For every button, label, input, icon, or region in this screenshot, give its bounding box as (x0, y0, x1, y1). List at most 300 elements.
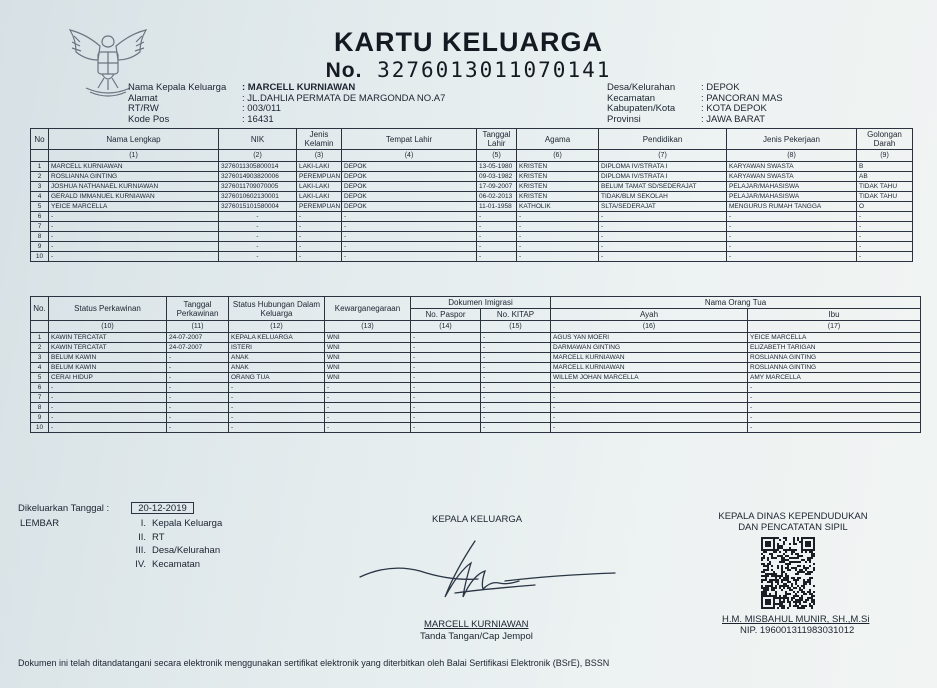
kk-number-value: 3276013011070141 (377, 58, 612, 82)
table-cell: - (229, 383, 325, 393)
table-cell: 3276011305800014 (219, 162, 297, 172)
info-row (128, 104, 445, 115)
table-cell: YEICE MARCELLA (49, 202, 219, 212)
table-cell: ROSLIANNA GINTING (748, 363, 921, 373)
table-cell: - (49, 252, 219, 262)
kk-signature-caption: Tanda Tangan/Cap Jempol (420, 631, 533, 642)
info-value: : DEPOK (701, 82, 740, 93)
table-cell: 06-02-2013 (477, 192, 517, 202)
table-cell: - (219, 242, 297, 252)
lembar-label: LEMBAR (20, 518, 60, 529)
table-row (31, 333, 921, 343)
table-cell: - (342, 232, 477, 242)
info-value: : MARCELL KURNIAWAN (242, 82, 356, 93)
table-row (31, 252, 913, 262)
table-cell: - (342, 242, 477, 252)
table-cell: - (411, 413, 481, 423)
table-cell: - (229, 393, 325, 403)
list-item (120, 517, 222, 531)
table-header-row (31, 129, 913, 150)
table-cell: - (477, 242, 517, 252)
table-cell: - (857, 252, 913, 262)
col-number: (4) (342, 150, 477, 162)
table-cell: - (481, 333, 551, 343)
table-cell: - (297, 212, 342, 222)
table-cell: - (857, 222, 913, 232)
table-cell: - (49, 423, 167, 433)
table-cell: PELAJAR/MAHASISWA (727, 182, 857, 192)
table-cell: - (481, 363, 551, 373)
table-cell: 3276015101580004 (219, 202, 297, 212)
table-cell: - (342, 252, 477, 262)
table-row (31, 232, 913, 242)
table-cell: - (49, 212, 219, 222)
table-cell: ISTERI (229, 343, 325, 353)
table-row (31, 393, 921, 403)
col-header: Agama (517, 129, 599, 150)
col-number (31, 150, 49, 162)
info-row (128, 83, 445, 94)
table-cell: 09-03-1982 (477, 172, 517, 182)
table-cell: - (411, 363, 481, 373)
table-cell: - (477, 232, 517, 242)
table-cell: - (481, 373, 551, 383)
table-cell: 6 (31, 212, 49, 222)
table-cell: SLTA/SEDERAJAT (599, 202, 727, 212)
col-number: (2) (219, 150, 297, 162)
table-cell: DARMAWAN GINTING (551, 343, 748, 353)
table-cell: DIPLOMA IV/STRATA I (599, 162, 727, 172)
table-cell: MARCELL KURNIAWAN (49, 162, 219, 172)
table-cell: DEPOK (342, 162, 477, 172)
table-row (31, 212, 913, 222)
table-cell: - (219, 252, 297, 262)
table-cell: DIPLOMA IV/STRATA I (599, 172, 727, 182)
sheet-roman: III. (135, 545, 146, 556)
table-cell: - (325, 393, 411, 403)
table-row (31, 343, 921, 353)
table-cell: - (748, 383, 921, 393)
table-cell: - (297, 232, 342, 242)
table-cell: 7 (31, 393, 49, 403)
table-cell: PELAJAR/MAHASISWA (727, 192, 857, 202)
civil-status-body (31, 333, 921, 433)
col-number: (11) (167, 321, 229, 333)
table-cell: KEPALA KELUARGA (229, 333, 325, 343)
col-header: Pendidikan (599, 129, 727, 150)
table-cell: - (748, 413, 921, 423)
table-cell: WNI (325, 373, 411, 383)
table-row (31, 202, 913, 212)
col-number: (17) (748, 321, 921, 333)
table-cell: TIDAK/BLM SEKOLAH (599, 192, 727, 202)
table-cell: - (727, 252, 857, 262)
civil-status-table (30, 296, 921, 433)
official-nip: NIP. 196001311983031012 (740, 625, 855, 636)
dinas-line: DAN PENCATATAN SIPIL (738, 522, 848, 533)
table-cell: LAKI-LAKI (297, 162, 342, 172)
table-cell: - (727, 212, 857, 222)
table-cell: - (599, 212, 727, 222)
table-row (31, 423, 921, 433)
col-number: (10) (49, 321, 167, 333)
table-cell: - (481, 423, 551, 433)
col-header: Kewarganegaraan (325, 297, 411, 321)
table-cell: 6 (31, 383, 49, 393)
family-members-body (31, 162, 913, 262)
table-cell: 10 (31, 252, 49, 262)
table-row (31, 353, 921, 363)
table-cell: - (167, 393, 229, 403)
table-cell: 8 (31, 232, 49, 242)
info-label: Nama Kepala Keluarga (128, 82, 227, 93)
table-cell: AMY MARCELLA (748, 373, 921, 383)
table-cell: - (517, 222, 599, 232)
table-cell: ELIZABETH TARIGAN (748, 343, 921, 353)
table-cell: - (481, 393, 551, 403)
list-item (120, 544, 222, 558)
table-cell: - (297, 252, 342, 262)
document-title: KARTU KELUARGA (334, 27, 603, 57)
table-row (31, 192, 913, 202)
col-header: No. Paspor (411, 309, 481, 321)
table-cell: - (342, 222, 477, 232)
table-cell: - (49, 403, 167, 413)
col-number: (8) (727, 150, 857, 162)
col-number: (9) (857, 150, 913, 162)
dinas-line: KEPALA DINAS KEPENDUDUKAN (718, 511, 868, 522)
table-cell: O (857, 202, 913, 212)
household-info-left (128, 83, 445, 125)
table-cell: BELUM TAMAT SD/SEDERAJAT (599, 182, 727, 192)
table-cell: 5 (31, 202, 49, 212)
kk-signature-heading: KEPALA KELUARGA (432, 514, 523, 525)
info-value: : PANCORAN MAS (701, 92, 783, 104)
table-cell: LAKI-LAKI (297, 192, 342, 202)
col-header: Ayah (551, 309, 748, 321)
table-cell: 4 (31, 192, 49, 202)
table-cell: 3 (31, 182, 49, 192)
table-cell: KRISTEN (517, 192, 599, 202)
table-cell: 17-09-2007 (477, 182, 517, 192)
table-cell: - (342, 212, 477, 222)
table-cell: - (481, 353, 551, 363)
info-label: Desa/Kelurahan (607, 82, 676, 93)
col-number: (12) (229, 321, 325, 333)
table-cell: - (49, 222, 219, 232)
table-cell: DEPOK (342, 202, 477, 212)
table-cell: - (551, 383, 748, 393)
table-cell: - (599, 252, 727, 262)
table-cell: KATHOLIK (517, 202, 599, 212)
info-row (607, 104, 783, 115)
dinas-heading (705, 511, 881, 533)
table-cell: - (49, 383, 167, 393)
table-cell: 2 (31, 172, 49, 182)
table-cell: ANAK (229, 363, 325, 373)
table-row (31, 172, 913, 182)
table-cell: KARYAWAN SWASTA (727, 172, 857, 182)
table-cell: - (477, 212, 517, 222)
col-number: (15) (481, 321, 551, 333)
col-header: No (31, 129, 49, 150)
table-cell: MARCELL KURNIAWAN (551, 363, 748, 373)
table-cell: - (857, 212, 913, 222)
table-cell: PEREMPUAN (297, 202, 342, 212)
info-row (607, 115, 783, 126)
table-cell: - (551, 393, 748, 403)
table-cell: KRISTEN (517, 182, 599, 192)
col-header: Tanggal Lahir (477, 129, 517, 150)
table-cell: - (219, 212, 297, 222)
sheet-distribution-list (120, 517, 222, 571)
table-cell: BELUM KAWIN (49, 363, 167, 373)
col-header: Golongan Darah (857, 129, 913, 150)
col-header: Status Perkawinan (49, 297, 167, 321)
table-cell: - (477, 252, 517, 262)
table-cell: WNI (325, 363, 411, 373)
table-cell: WNI (325, 353, 411, 363)
table-cell: - (481, 413, 551, 423)
kk-number-prefix: No. (325, 59, 363, 82)
table-cell: - (219, 222, 297, 232)
table-cell: - (229, 423, 325, 433)
table-cell: WNI (325, 333, 411, 343)
table-cell: - (325, 413, 411, 423)
table-cell: - (167, 413, 229, 423)
table-cell: - (481, 383, 551, 393)
table-cell: MARCELL KURNIAWAN (551, 353, 748, 363)
table-cell: ROSLIANNA GINTING (49, 172, 219, 182)
table-cell: - (748, 393, 921, 403)
info-label: Kabupaten/Kota (607, 103, 676, 114)
table-cell: - (229, 413, 325, 423)
table-cell: ROSLIANNA GINTING (748, 353, 921, 363)
col-header: No. KITAP (481, 309, 551, 321)
table-cell: 1 (31, 162, 49, 172)
table-cell: - (167, 383, 229, 393)
table-cell: BELUM KAWIN (49, 353, 167, 363)
col-number: (6) (517, 150, 599, 162)
col-number (31, 321, 49, 333)
info-value: : 003/011 (242, 103, 281, 114)
table-cell: - (517, 212, 599, 222)
col-header: Nama Lengkap (49, 129, 219, 150)
table-row (31, 413, 921, 423)
info-value: : JAWA BARAT (701, 113, 766, 125)
table-cell: - (481, 403, 551, 413)
table-cell: - (517, 232, 599, 242)
table-cell: JOSHUA NATHANAEL KURNIAWAN (49, 182, 219, 192)
table-row (31, 403, 921, 413)
table-cell: WNI (325, 343, 411, 353)
table-cell: - (49, 413, 167, 423)
table-cell: 1 (31, 333, 49, 343)
table-cell: - (551, 403, 748, 413)
table-cell: 7 (31, 222, 49, 232)
info-value: : 16431 (242, 113, 274, 125)
table-cell: - (411, 393, 481, 403)
table-cell: - (49, 232, 219, 242)
col-number: (14) (411, 321, 481, 333)
col-header: NIK (219, 129, 297, 150)
table-cell: - (727, 242, 857, 252)
table-cell: KRISTEN (517, 172, 599, 182)
table-cell: AB (857, 172, 913, 182)
table-cell: - (748, 403, 921, 413)
table-cell: YEICE MARCELLA (748, 333, 921, 343)
table-cell: 9 (31, 242, 49, 252)
col-number: (16) (551, 321, 748, 333)
table-cell: - (599, 222, 727, 232)
issued-date: 20-12-2019 (131, 502, 194, 514)
table-cell: 3276010602130001 (219, 192, 297, 202)
table-cell: WILLEM JOHAN MARCELLA (551, 373, 748, 383)
table-cell: - (517, 252, 599, 262)
table-cell: B (857, 162, 913, 172)
info-row (607, 83, 783, 94)
table-row (31, 222, 913, 232)
info-row (128, 94, 445, 105)
table-cell: - (167, 363, 229, 373)
info-label: Alamat (128, 92, 158, 104)
table-cell: - (229, 403, 325, 413)
table-cell: - (167, 423, 229, 433)
table-cell: LAKI-LAKI (297, 182, 342, 192)
column-number-row (31, 321, 921, 333)
table-cell: 24-07-2007 (167, 333, 229, 343)
table-cell: DEPOK (342, 172, 477, 182)
table-cell: - (167, 373, 229, 383)
table-cell: - (748, 423, 921, 433)
col-header: No. (31, 297, 49, 321)
col-header: Jenis Kelamin (297, 129, 342, 150)
household-info-right (607, 83, 783, 125)
table-cell: 24-07-2007 (167, 343, 229, 353)
col-number: (13) (325, 321, 411, 333)
table-cell: - (599, 232, 727, 242)
table-cell: - (411, 423, 481, 433)
col-header: Dokumen Imigrasi (411, 297, 551, 309)
table-cell: PEREMPUAN (297, 172, 342, 182)
table-cell: - (49, 393, 167, 403)
table-row (31, 182, 913, 192)
table-cell: 2 (31, 343, 49, 353)
table-cell: - (411, 383, 481, 393)
table-row (31, 363, 921, 373)
table-cell: - (167, 353, 229, 363)
table-row (31, 383, 921, 393)
table-cell: - (599, 242, 727, 252)
table-cell: AGUS YAN MOERI (551, 333, 748, 343)
table-cell: KAWIN TERCATAT (49, 343, 167, 353)
table-header-row (31, 297, 921, 309)
table-cell: ANAK (229, 353, 325, 363)
table-cell: - (857, 232, 913, 242)
qr-code-icon (761, 537, 815, 609)
table-cell: TIDAK TAHU (857, 192, 913, 202)
col-number: (3) (297, 150, 342, 162)
table-cell: TIDAK TAHU (857, 182, 913, 192)
signature-icon (355, 535, 625, 605)
info-value: : KOTA DEPOK (701, 103, 767, 114)
table-cell: DEPOK (342, 182, 477, 192)
sheet-roman: II. (138, 531, 146, 543)
table-cell: 9 (31, 413, 49, 423)
sheet-roman: I. (140, 518, 146, 529)
col-header: Tempat Lahir (342, 129, 477, 150)
table-cell: 3276011709070005 (219, 182, 297, 192)
col-header: Ibu (748, 309, 921, 321)
table-cell: 3 (31, 353, 49, 363)
table-cell: - (325, 403, 411, 413)
info-label: Provinsi (607, 113, 641, 125)
table-cell: - (411, 343, 481, 353)
table-cell: 8 (31, 403, 49, 413)
table-cell: 4 (31, 363, 49, 373)
kk-signer-name: MARCELL KURNIAWAN (424, 619, 529, 630)
table-cell: KRISTEN (517, 162, 599, 172)
kk-number (0, 58, 937, 83)
table-cell: - (411, 333, 481, 343)
table-cell: - (49, 242, 219, 252)
family-members-table (30, 128, 913, 262)
table-cell: 5 (31, 373, 49, 383)
esign-note: Dokumen ini telah ditandatangani secara elektronik menggunakan sertifikat elektronik yang diterbitkan oleh Balai Sertifikasi Elektronik (BSrE), BSSN (18, 658, 610, 668)
col-number: (7) (599, 150, 727, 162)
table-row (31, 373, 921, 383)
col-header: Jenis Pekerjaan (727, 129, 857, 150)
col-header: Tanggal Perkawinan (167, 297, 229, 321)
table-cell: 11-01-1958 (477, 202, 517, 212)
table-cell: DEPOK (342, 192, 477, 202)
table-cell: - (411, 373, 481, 383)
sheet-label: Desa/Kelurahan (152, 545, 221, 556)
issued-date-block (18, 502, 194, 514)
col-number: (5) (477, 150, 517, 162)
table-cell: - (727, 222, 857, 232)
table-row (31, 162, 913, 172)
col-header: Nama Orang Tua (551, 297, 921, 309)
table-cell: 10 (31, 423, 49, 433)
table-cell: 3276014903820006 (219, 172, 297, 182)
table-cell: KARYAWAN SWASTA (727, 162, 857, 172)
table-cell: ORANG TUA (229, 373, 325, 383)
info-label: Kecamatan (607, 92, 656, 104)
list-item (120, 531, 222, 545)
column-number-row (31, 150, 913, 162)
issued-label: Dikeluarkan Tanggal : (18, 502, 110, 514)
table-cell: GERALD IMMANUEL KURNIAWAN (49, 192, 219, 202)
info-label: Kode Pos (128, 113, 170, 125)
sheet-label: RT (152, 531, 165, 543)
table-cell: - (551, 423, 748, 433)
col-header: Status Hubungan Dalam Keluarga (229, 297, 325, 321)
table-cell: - (477, 222, 517, 232)
table-cell: - (551, 413, 748, 423)
table-cell: CERAI HIDUP (49, 373, 167, 383)
table-cell: KAWIN TERCATAT (49, 333, 167, 343)
info-label: RT/RW (128, 103, 159, 114)
table-cell: - (727, 232, 857, 242)
table-cell: - (297, 242, 342, 252)
table-cell: - (481, 343, 551, 353)
table-cell: - (167, 403, 229, 413)
sheet-label: Kepala Keluarga (152, 518, 223, 529)
sheet-label: Kecamatan (152, 558, 201, 570)
table-cell: - (411, 403, 481, 413)
table-cell: - (297, 222, 342, 232)
